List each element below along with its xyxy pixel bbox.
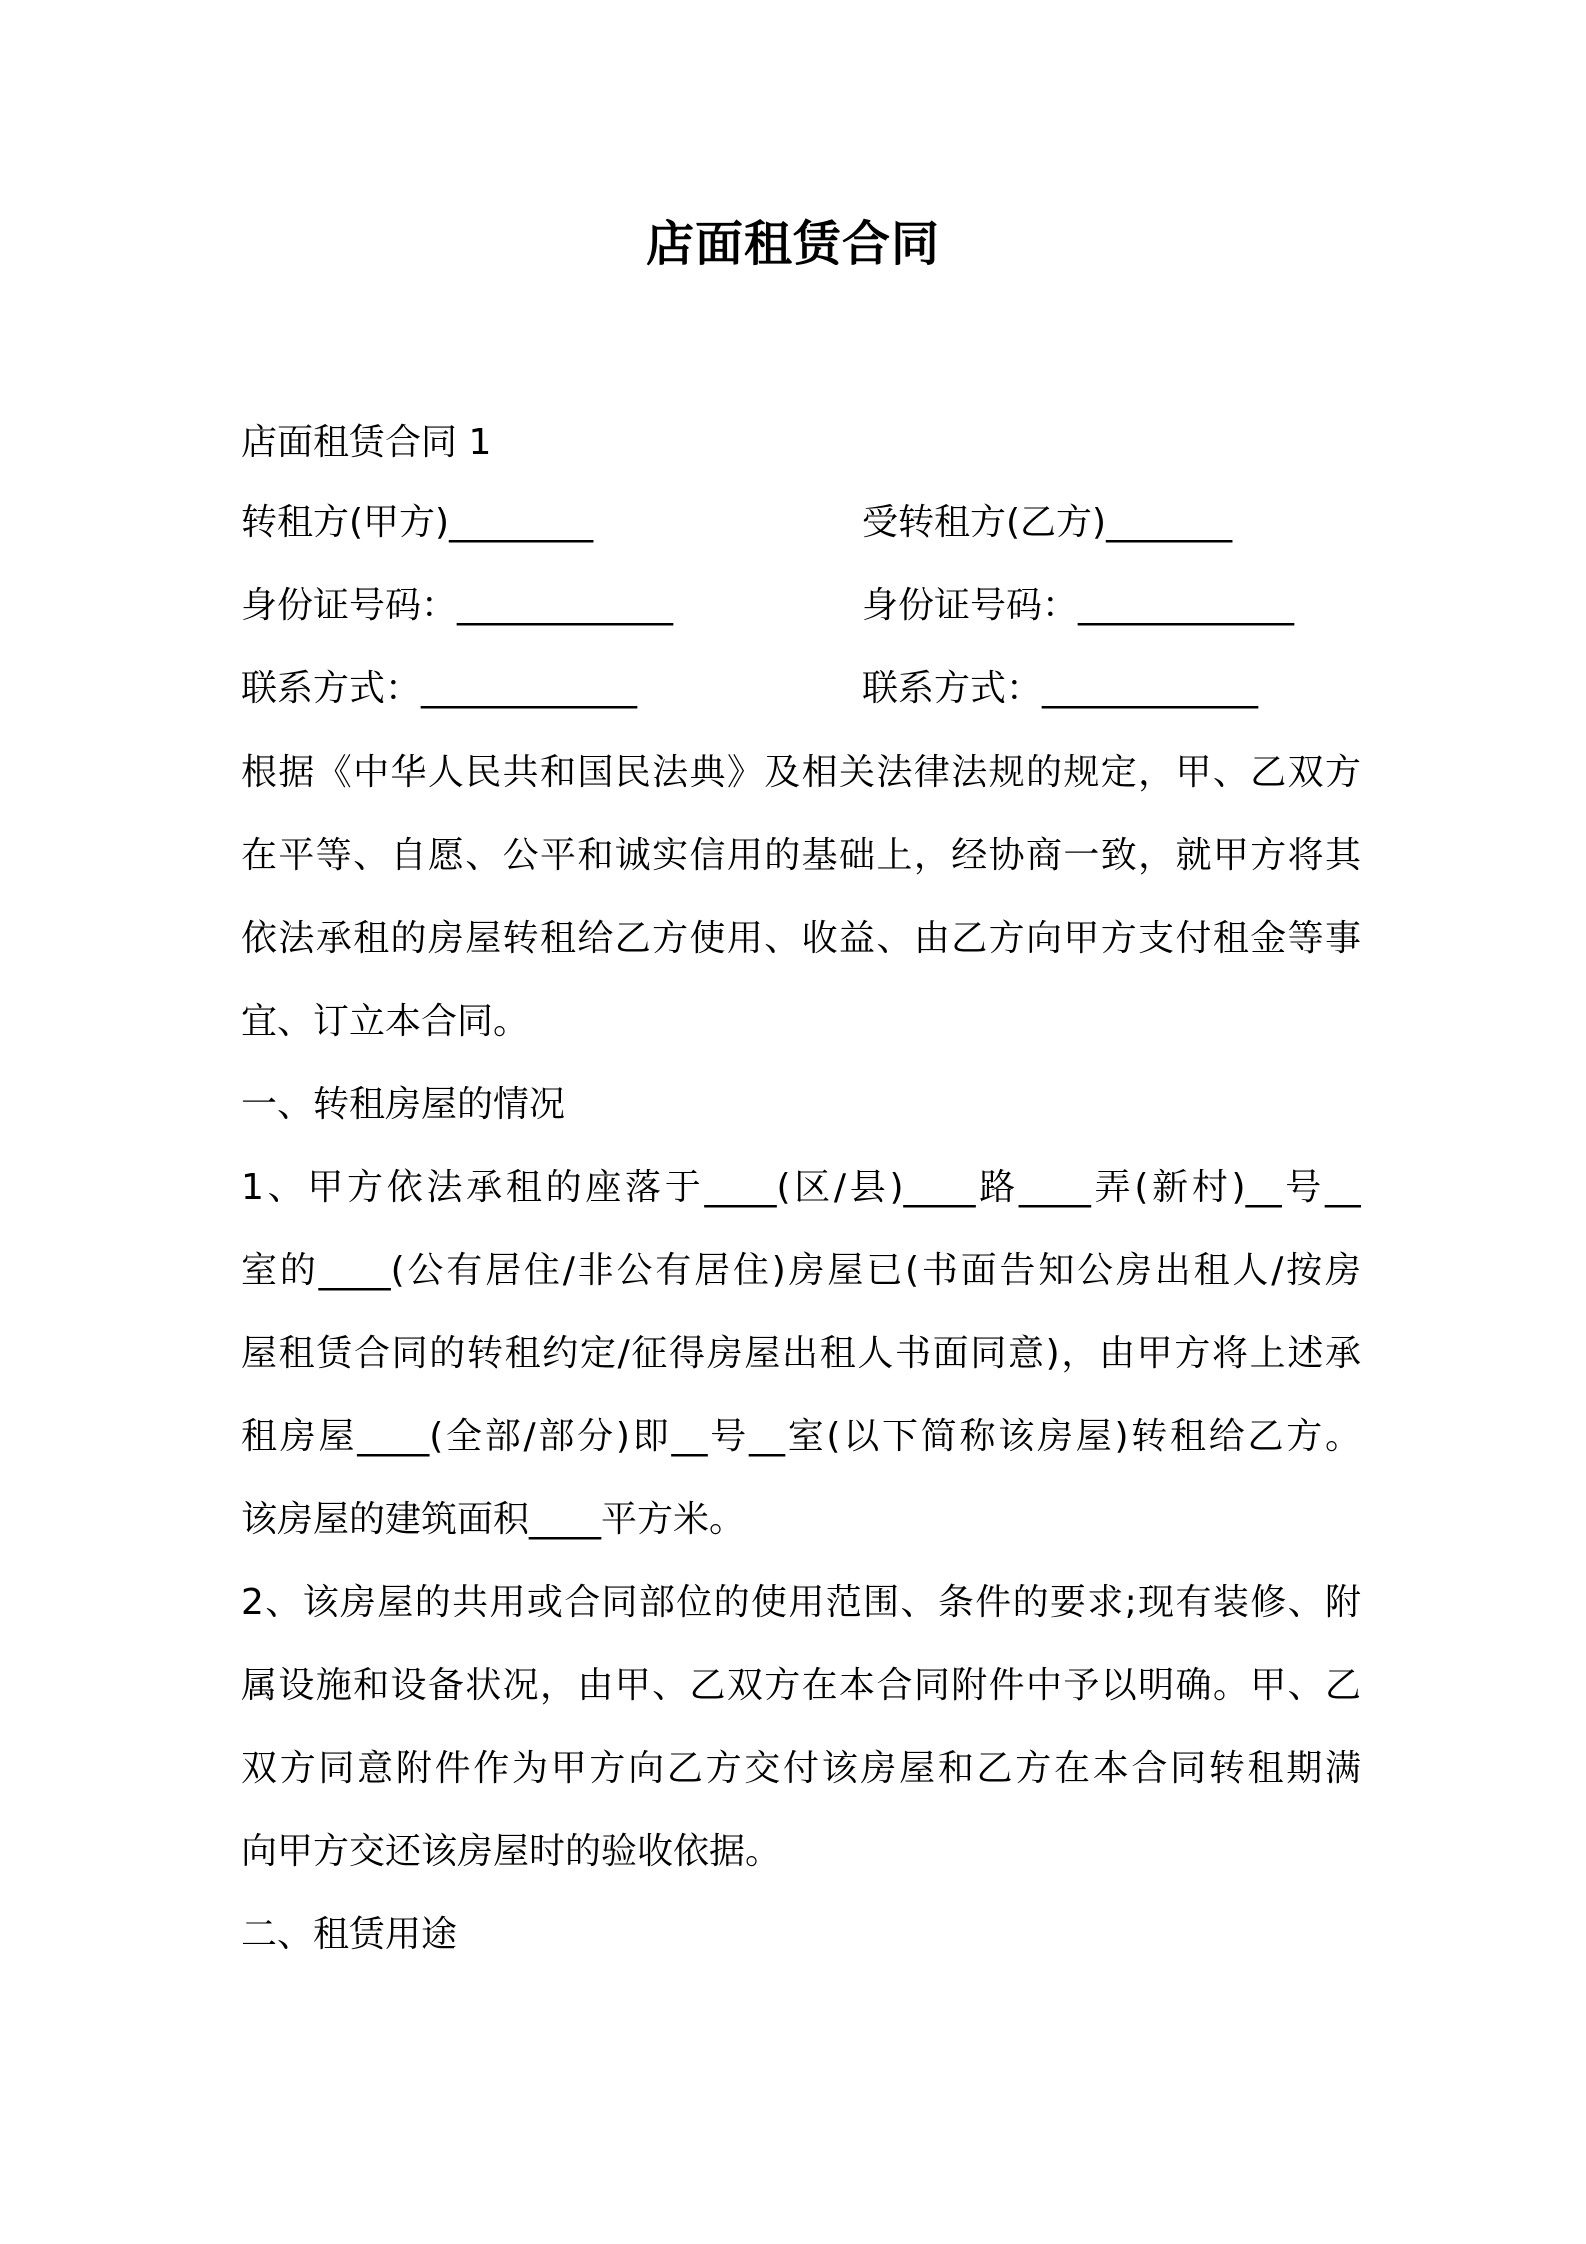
preamble-line: 根据《中华人民共和国民法典》及相关法律法规的规定，甲、乙双方 (241, 752, 1361, 793)
clause-1-line: 租房屋____(全部/部分)即__号__室(以下简称该房屋)转租给乙方。 (241, 1416, 1361, 1457)
preamble-line: 依法承租的房屋转租给乙方使用、收益、由乙方向甲方支付租金等事 (241, 918, 1361, 959)
contract-subtitle: 店面租赁合同 1 (241, 422, 492, 463)
id-number-field-a: 身份证号码：____________ (241, 585, 674, 626)
clause-2-line: 向甲方交还该房屋时的验收依据。 (241, 1831, 782, 1872)
clause-2-line: 2、该房屋的共用或合同部位的使用范围、条件的要求;现有装修、附 (241, 1582, 1361, 1623)
clause-2-line: 属设施和设备状况，由甲、乙双方在本合同附件中予以明确。甲、乙 (241, 1665, 1361, 1706)
section-heading-1: 一、转租房屋的情况 (241, 1084, 566, 1125)
clause-1-line: 屋租赁合同的转租约定/征得房屋出租人书面同意)，由甲方将上述承 (241, 1333, 1361, 1374)
clause-1-line: 1、甲方依法承租的座落于____(区/县)____路____弄(新村)__号__ (241, 1167, 1361, 1208)
clause-1-line: 室的____(公有居住/非公有居住)房屋已(书面告知公房出租人/按房 (241, 1250, 1361, 1291)
contact-field-b: 联系方式：____________ (862, 668, 1259, 709)
preamble-line: 宜、订立本合同。 (241, 1001, 530, 1042)
sublessee-field: 受转租方(乙方)_______ (862, 502, 1233, 543)
section-heading-2: 二、租赁用途 (241, 1914, 458, 1955)
preamble-line: 在平等、自愿、公平和诚实信用的基础上，经协商一致，就甲方将其 (241, 835, 1361, 876)
document-title: 店面租赁合同 (645, 216, 940, 272)
contact-field-a: 联系方式：____________ (241, 668, 638, 709)
sublessor-field: 转租方(甲方)________ (241, 502, 594, 543)
id-number-field-b: 身份证号码：____________ (862, 585, 1295, 626)
clause-2-line: 双方同意附件作为甲方向乙方交付该房屋和乙方在本合同转租期满 (241, 1748, 1361, 1789)
clause-1-line: 该房屋的建筑面积____平方米。 (241, 1499, 746, 1540)
